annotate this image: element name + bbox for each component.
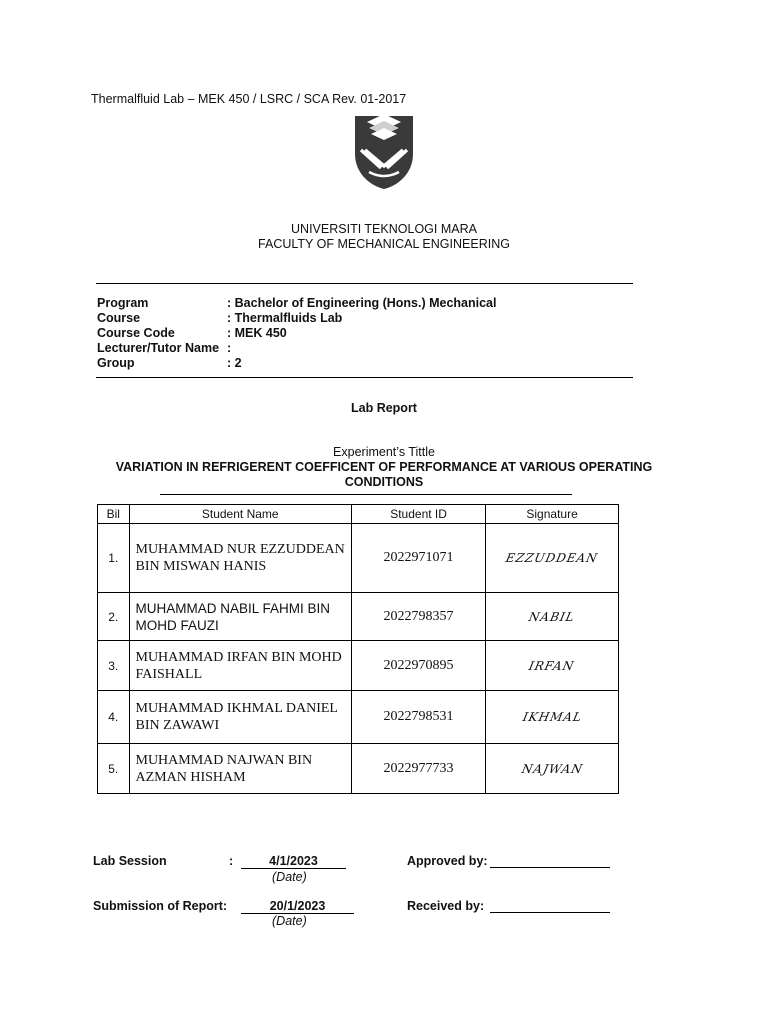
table-row bbox=[98, 593, 619, 641]
row-signature bbox=[486, 524, 619, 593]
row-signature bbox=[486, 744, 619, 794]
row-student-id: 2022970895 bbox=[351, 641, 485, 691]
submission-label: Submission of Report: bbox=[93, 899, 228, 913]
row-student-name: MUHAMMAD NUR EZZUDDEAN BIN MISWAN HANIS bbox=[129, 524, 351, 593]
lab-session-date-hint: (Date) bbox=[272, 870, 307, 884]
row-student-name: MUHAMMAD NAJWAN BIN AZMAN HISHAM bbox=[129, 744, 351, 794]
signature-text: NABIL bbox=[527, 609, 577, 624]
header-bil: Bil bbox=[98, 505, 130, 524]
signature-text: IKHMAL bbox=[521, 710, 584, 724]
submission-date: 20/1/2023 bbox=[241, 899, 354, 914]
program-label: Program bbox=[97, 296, 149, 310]
row-student-id: 2022971071 bbox=[351, 524, 485, 593]
row-student-id: 2022798531 bbox=[351, 691, 485, 744]
program-value: : Bachelor of Engineering (Hons.) Mechanical bbox=[227, 296, 497, 310]
row-student-name: MUHAMMAD NABIL FAHMI BIN MOHD FAUZI bbox=[129, 593, 351, 641]
header-student-name: Student Name bbox=[129, 505, 351, 524]
row-signature bbox=[486, 641, 619, 691]
received-by-line bbox=[490, 912, 610, 913]
approved-by-label: Approved by: bbox=[407, 854, 488, 868]
divider-top bbox=[96, 283, 633, 284]
document-reference: Thermalfluid Lab – MEK 450 / LSRC / SCA Rev. 01-2017 bbox=[91, 92, 407, 106]
row-student-id: 2022798357 bbox=[351, 593, 485, 641]
submission-date-hint: (Date) bbox=[272, 914, 307, 928]
experiment-title-line1: VARIATION IN REFRIGERENT COEFFICENT OF PERFORMANCE AT VARIOUS OPERATING bbox=[115, 460, 653, 474]
row-bil: 5. bbox=[98, 744, 130, 794]
table-row bbox=[98, 641, 619, 691]
row-student-name: MUHAMMAD IKHMAL DANIEL BIN ZAWAWI bbox=[129, 691, 351, 744]
course-label: Course bbox=[97, 311, 141, 325]
received-by-label: Received by: bbox=[407, 899, 485, 913]
experiment-label: Experiment’s Tittle bbox=[333, 445, 435, 459]
row-bil: 3. bbox=[98, 641, 130, 691]
table-row bbox=[98, 524, 619, 593]
lecturer-label: Lecturer/Tutor Name bbox=[97, 341, 220, 355]
report-type: Lab Report bbox=[351, 401, 417, 415]
course-code-label: Course Code bbox=[97, 326, 175, 340]
header-student-id: Student ID bbox=[351, 505, 485, 524]
row-bil: 4. bbox=[98, 691, 130, 744]
approved-by-line bbox=[490, 867, 610, 868]
row-signature bbox=[486, 593, 619, 641]
group-value: : 2 bbox=[227, 356, 242, 370]
faculty-name: FACULTY OF MECHANICAL ENGINEERING bbox=[258, 237, 510, 251]
group-label: Group bbox=[97, 356, 135, 370]
divider-bottom bbox=[96, 377, 633, 378]
university-logo-icon bbox=[351, 110, 417, 190]
row-student-id: 2022977733 bbox=[351, 744, 485, 794]
student-table bbox=[97, 504, 619, 794]
signature-text: EZZUDDEAN bbox=[504, 551, 600, 565]
row-signature bbox=[486, 691, 619, 744]
experiment-title-line2: CONDITIONS bbox=[344, 475, 424, 489]
course-value: : Thermalfluids Lab bbox=[227, 311, 343, 325]
row-student-name: MUHAMMAD IRFAN BIN MOHD FAISHALL bbox=[129, 641, 351, 691]
title-underline bbox=[160, 494, 572, 495]
lab-session-colon: : bbox=[229, 854, 234, 868]
signature-text: IRFAN bbox=[527, 658, 577, 673]
header-signature: Signature bbox=[486, 505, 619, 524]
signature-text: NAJWAN bbox=[520, 761, 585, 776]
course-code-value: : MEK 450 bbox=[227, 326, 287, 340]
table-row bbox=[98, 744, 619, 794]
row-bil: 2. bbox=[98, 593, 130, 641]
lab-session-date: 4/1/2023 bbox=[241, 854, 346, 869]
row-bil: 1. bbox=[98, 524, 130, 593]
university-name: UNIVERSITI TEKNOLOGI MARA bbox=[291, 222, 477, 236]
lecturer-value: : bbox=[227, 341, 232, 355]
lab-session-label: Lab Session bbox=[93, 854, 167, 868]
table-row bbox=[98, 691, 619, 744]
table-header-row bbox=[98, 505, 619, 524]
